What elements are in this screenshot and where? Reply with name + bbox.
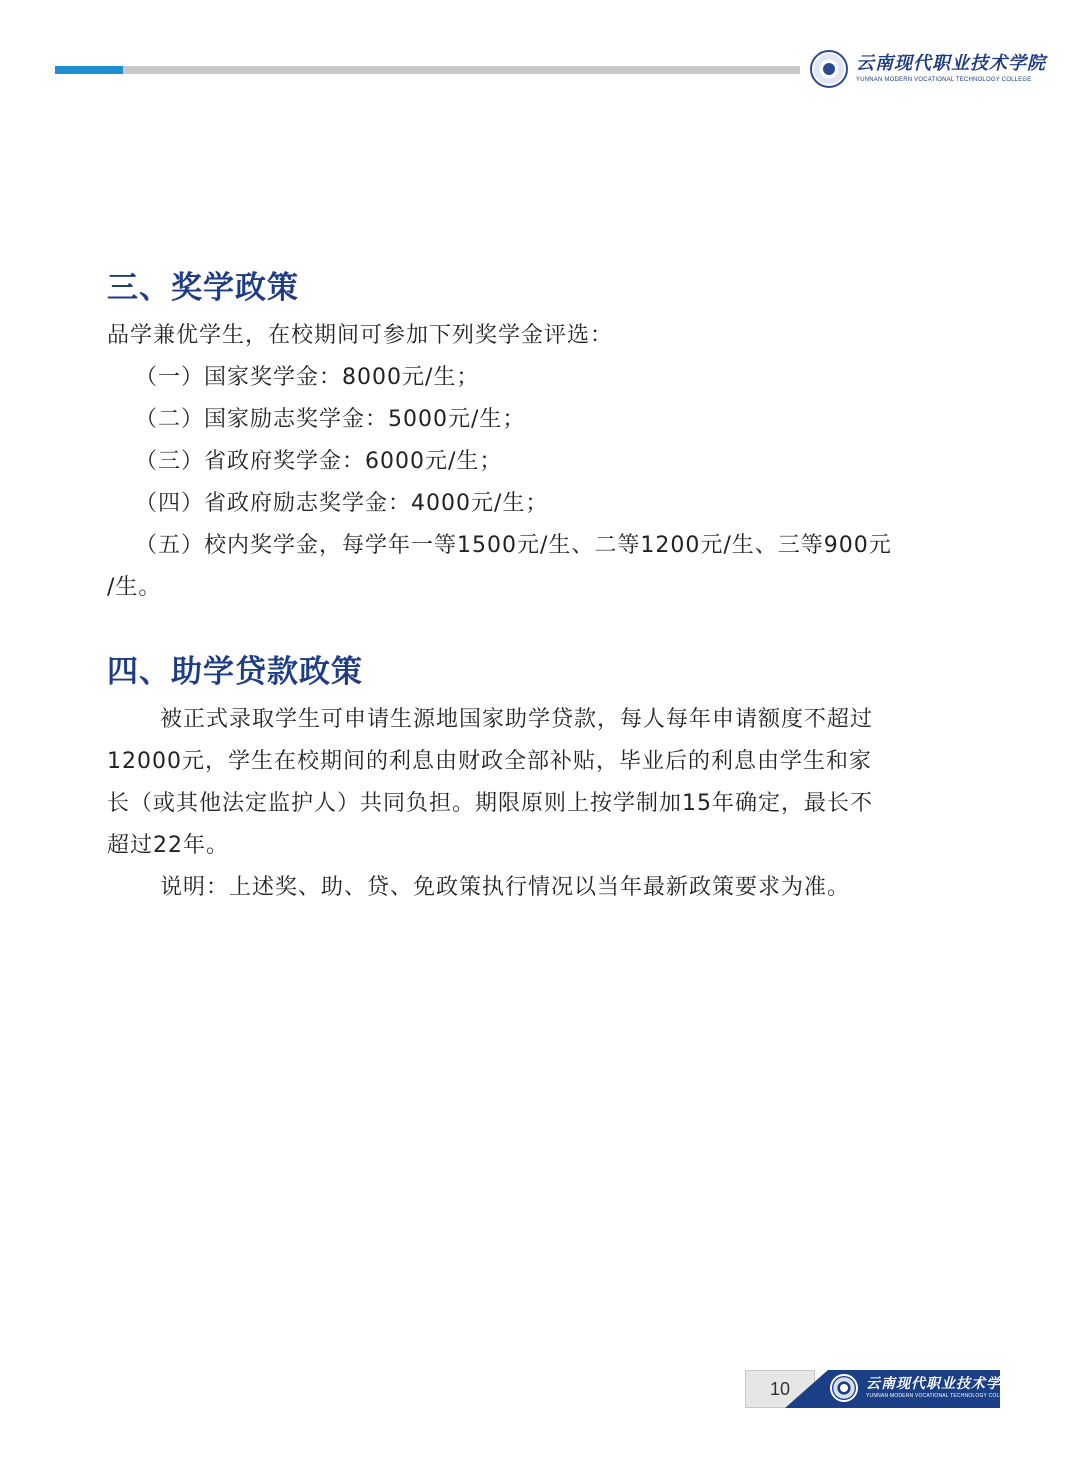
- scholarship-item-continuation: /生。: [107, 575, 162, 600]
- college-emblem-icon: [810, 50, 848, 88]
- policy-note: 说明：上述奖、助、贷、免政策执行情况以当年最新政策要求为准。: [160, 875, 851, 900]
- scholarship-intro: 品学兼优学生，在校期间可参加下列奖学金评选：: [107, 323, 614, 348]
- loan-paragraph-line: 12000元，学生在校期间的利息由财政全部补贴，毕业后的利息由学生和家: [107, 749, 872, 774]
- loan-paragraph-line: 长（或其他法定监护人）共同负担。期限原则上按学制加15年确定，最长不: [107, 791, 873, 816]
- scholarship-item: （三）省政府奖学金：6000元/生；: [135, 449, 503, 474]
- scholarship-item: （一）国家奖学金：8000元/生；: [135, 365, 480, 390]
- loan-paragraph-line: 被正式录取学生可申请生源地国家助学贷款，每人每年申请额度不超过: [160, 707, 874, 732]
- scholarship-item: （五）校内奖学金，每学年一等1500元/生、二等1200元/生、三等900元: [135, 533, 892, 558]
- footer-college-name-cn: 云南现代职业技术学院: [866, 1376, 1016, 1392]
- scholarship-item: （四）省政府励志奖学金：4000元/生；: [135, 491, 549, 516]
- college-logo: [810, 50, 1046, 88]
- footer-logo: [830, 1374, 1016, 1402]
- section-title-loan: 四、助学贷款政策: [107, 654, 363, 690]
- loan-paragraph-line: 超过22年。: [107, 833, 229, 858]
- footer-college-name-en: YUNNAN MODERN VOCATIONAL TECHNOLOGY COLLEGE: [866, 1393, 1014, 1399]
- college-name-en: YUNNAN MODERN VOCATIONAL TECHNOLOGY COLLEGE: [856, 77, 1032, 83]
- header-bar: [55, 66, 800, 74]
- college-name-cn: 云南现代职业技术学院: [856, 53, 1046, 74]
- footer-emblem-icon: [830, 1374, 858, 1402]
- scholarship-item: （二）国家励志奖学金：5000元/生；: [135, 407, 526, 432]
- page-number: 10: [745, 1370, 815, 1408]
- header-accent: [55, 66, 123, 74]
- section-title-scholarship: 三、奖学政策: [107, 270, 299, 306]
